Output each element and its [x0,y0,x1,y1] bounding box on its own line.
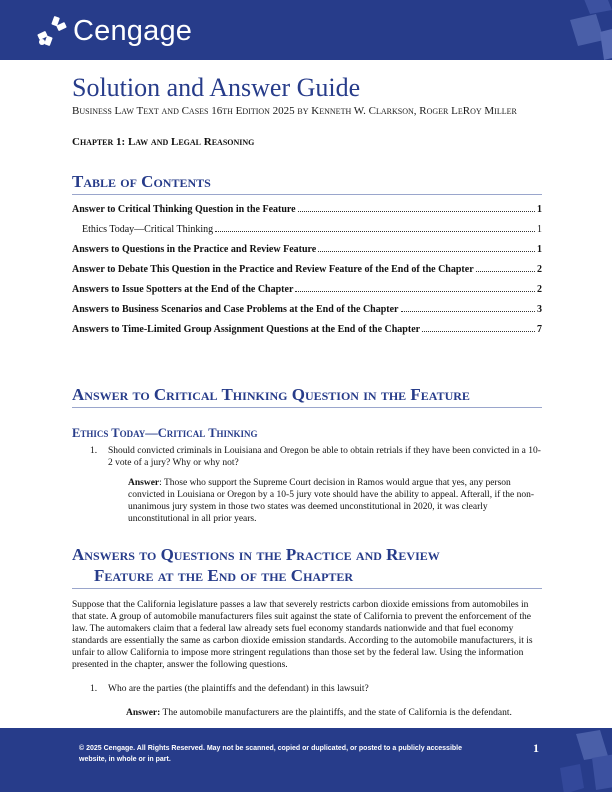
toc-leader [215,231,535,232]
toc-entry-page: 3 [537,304,542,315]
toc-leader [298,211,535,212]
copyright-notice: © 2025 Cengage. All Rights Reserved. May not be scanned, copied or duplicated, or posted to a publicly accessible website, in whole or in part. [79,745,463,763]
page-footer [0,728,612,792]
toc-entry-page: 2 [537,264,542,275]
document-title: Solution and Answer Guide [72,73,361,102]
toc-entry-text: Answers to Questions in the Practice and Review Feature [72,244,317,255]
question-number: 1. [90,684,98,694]
toc-entry-text: Answer to Critical Thinking Question in the Feature [72,204,296,215]
toc-entry[interactable] [72,304,542,324]
question-text: Should convicted criminals in Louisiana and Oregon be able to obtain retrials if they have been convicted in a 10-2 vote of a jury? Why or why not? [108,446,541,468]
toc-entry-page: 7 [537,324,542,335]
scenario-paragraph: Suppose that the California legislature passes a law that severely restricts carbon dioxide emissions from automobiles in that state. A group of automobile manufacturers files suit against the state of California to prevent the enforcement of the law. The automakers claim that a federal law already sets fuel economy standards nationwide and that fuel economy standards are essentially the same as carbon dioxide emission standards. According to the automobile manufacturers, it is unfair to allow California to impose more stringent regulations than those set by the federal law. Using the information presented in the chapter, answer the following questions. [72,600,533,670]
toc-entry[interactable] [72,324,542,344]
toc-leader [422,331,535,332]
toc-leader [318,251,535,252]
page-header [0,0,612,60]
chapter-title: Chapter 1: Law and Legal Reasoning [72,136,255,148]
page-content [72,73,542,743]
toc-entry-text: Ethics Today—Critical Thinking [82,224,214,235]
page-number: 1 [533,741,539,755]
toc-entry[interactable] [72,224,542,244]
toc-entry[interactable] [72,244,542,264]
toc-entry-page: 1 [537,224,542,235]
answer-text: : Those who support the Supreme Court decision in Ramos would argue that yes, any person convicted in Louisiana or Oregon by a 10-5 jury vote should have the ability to appeal. Afterall, if the non-unanimous jury system in those two states was deemed unconstitutional in 2020, it was clearly unconstitutional in all prior years. [128,478,535,524]
header-decoration-shape [552,0,612,60]
toc-leader [476,271,535,272]
toc-entry-text: Answers to Issue Spotters at the End of the Chapter [72,284,294,295]
section-heading-line: Answers to Questions in the Practice and Review [72,545,440,564]
answer-block [72,707,542,719]
toc-entry[interactable] [72,284,542,304]
toc-entry-page: 1 [537,204,542,215]
question-number: 1. [90,446,98,456]
answer-block [72,477,542,525]
footer-decoration-shape [552,728,612,792]
answer-label: Answer [128,478,160,488]
toc-entry[interactable] [72,264,542,284]
section-heading-line: Feature at the End of the Chapter [94,566,354,585]
toc-entry-page: 2 [537,284,542,295]
table-of-contents [72,204,542,344]
toc-entry-text: Answers to Time-Limited Group Assignment Questions at the End of the Chapter [72,324,421,335]
toc-entry-text: Answer to Debate This Question in the Practice and Review Feature of the End of the Chapter [72,264,474,275]
question-item [72,683,542,695]
section-heading-practice-review [72,544,542,589]
document-subtitle: Business Law Text and Cases 16th Edition 2025 by Kenneth W. Clarkson, Roger LeRoy Miller [72,105,517,117]
question-item [72,445,542,469]
brand-name: Cengage [73,14,193,47]
cengage-logo-icon [36,15,68,47]
answer-label: Answer: [126,708,161,718]
answer-text: The automobile manufacturers are the plaintiffs, and the state of California is the defendant. [160,708,512,718]
cengage-logo [36,14,192,48]
toc-leader [295,291,535,292]
toc-entry-page: 1 [537,244,542,255]
subheading-ethics-today: Ethics Today—Critical Thinking [72,426,258,440]
toc-heading: Table of Contents [72,172,542,195]
toc-leader [401,311,536,312]
question-text: Who are the parties (the plaintiffs and the defendant) in this lawsuit? [108,684,369,694]
toc-entry[interactable] [72,204,542,224]
toc-entry-text: Answers to Business Scenarios and Case Problems at the End of the Chapter [72,304,399,315]
section-heading-critical-thinking: Answer to Critical Thinking Question in the Feature [72,384,542,408]
